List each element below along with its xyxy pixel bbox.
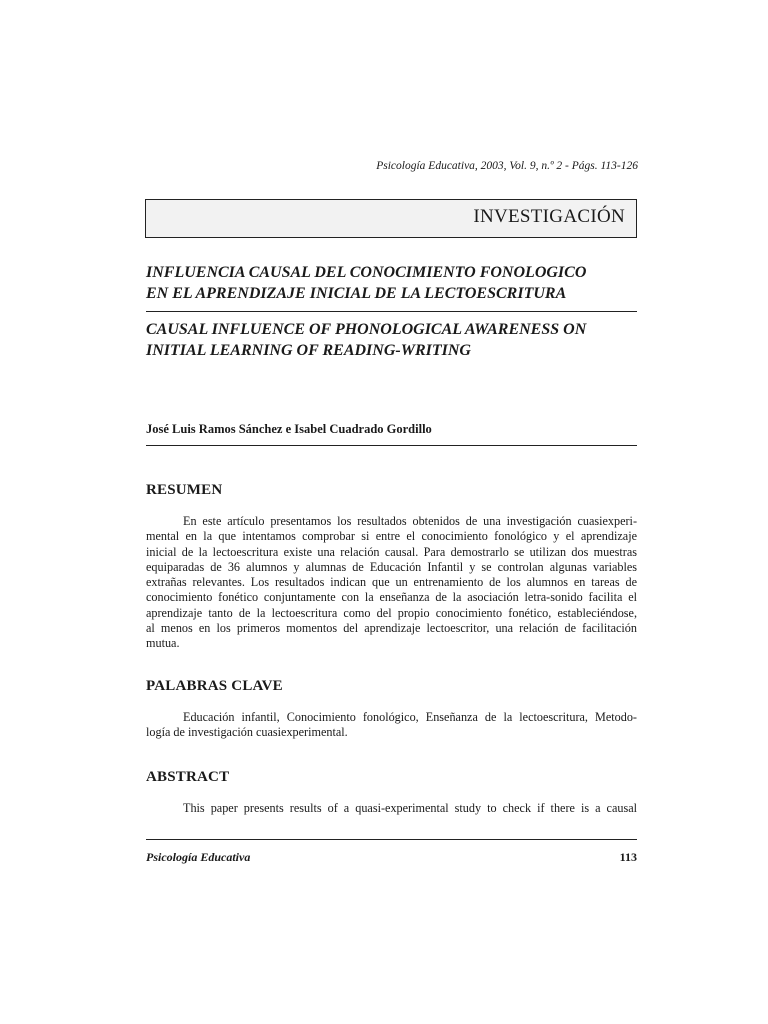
resumen-line: al menos en los primeros momentos del aprendizaje lectoescritor, una relación de facilitación — [146, 621, 637, 636]
footer-page-number: 113 — [619, 850, 637, 864]
title-english-line-1: CAUSAL INFLUENCE OF PHONOLOGICAL AWARENESS ON — [146, 321, 587, 338]
section-label: INVESTIGACIÓN — [473, 206, 625, 227]
title-english — [146, 319, 636, 361]
resumen-line: mental en la que intentamos comprobar si entre el conocimiento fonológico y el aprendizaje — [146, 529, 637, 544]
title-spanish-line-1: INFLUENCIA CAUSAL DEL CONOCIMIENTO FONOLOGICO — [146, 264, 587, 281]
authors-divider — [146, 445, 637, 446]
palabras-clave-heading: PALABRAS CLAVE — [146, 678, 283, 694]
title-spanish-line-2: EN EL APRENDIZAJE INICIAL DE LA LECTOESCRITURA — [146, 285, 567, 302]
authors: José Luis Ramos Sánchez e Isabel Cuadrado Gordillo — [146, 422, 432, 436]
section-label-box — [145, 199, 637, 238]
resumen-line: inicial de la lectoescritura existe una relación causal. Para demostrarlo se utilizan dos muestras — [146, 544, 637, 559]
resumen-line: extrañas relevantes. Los resultados indican que un entrenamiento de los alumnos en tareas de — [146, 575, 637, 590]
resumen-line: mutua. — [146, 636, 180, 651]
abstract-heading: ABSTRACT — [146, 769, 230, 785]
palabras-clave-line: logía de investigación cuasiexperimental. — [146, 725, 348, 740]
abstract-paragraph — [146, 801, 637, 816]
footer-divider — [146, 839, 637, 840]
title-divider — [146, 311, 637, 312]
running-head: Psicología Educativa, 2003, Vol. 9, n.º 2 - Págs. 113-126 — [376, 160, 638, 172]
abstract-line: This paper presents results of a quasi-experimental study to check if there is a causal — [183, 801, 637, 815]
resumen-heading: RESUMEN — [146, 482, 223, 498]
palabras-clave-line: Educación infantil, Conocimiento fonológico, Enseñanza de la lectoescritura, Metodo- — [183, 710, 637, 724]
footer-journal-name: Psicología Educativa — [146, 850, 251, 864]
title-english-line-2: INITIAL LEARNING OF READING-WRITING — [146, 342, 471, 359]
resumen-line: equiparadas de 36 alumnos y alumnas de Educación Infantil y se controlan algunas variables — [146, 559, 637, 574]
title-spanish — [146, 262, 636, 304]
palabras-clave-paragraph — [146, 710, 637, 741]
resumen-line: conocimiento fonético conjuntamente con la enseñanza de la asociación letra-sonido facilita el — [146, 590, 637, 605]
resumen-line: aprendizaje tanto de la lectoescritura como del propio conocimiento fonético, estableciéndose, — [146, 605, 637, 620]
resumen-line: En este artículo presentamos los resultados obtenidos de una investigación cuasiexperi- — [183, 514, 637, 528]
resumen-paragraph — [146, 514, 637, 652]
